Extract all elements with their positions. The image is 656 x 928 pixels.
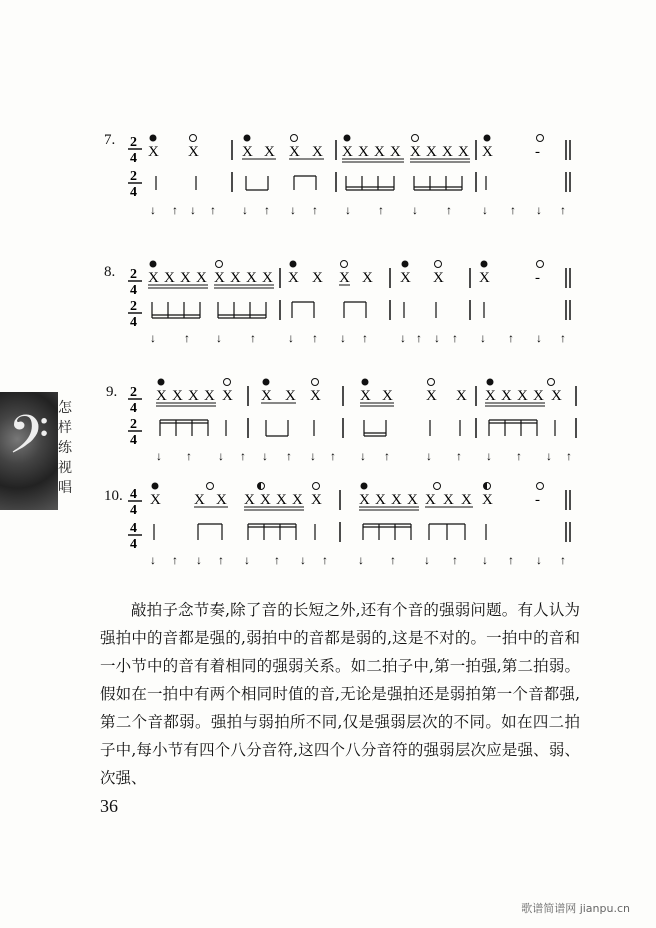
beat-arrow: ↑ [510,203,516,217]
svg-text:X: X [382,388,393,404]
exercise-number: 8. [104,264,116,280]
svg-text:X: X [375,492,386,508]
time-sig-top: 4 [130,487,137,502]
svg-text:X: X [148,270,159,286]
paragraph: 敲拍子念节奏,除了音的长短之外,还有个音的强弱问题。有人认为强拍中的音都是强的,弱拍中的音都是弱的,这是不对的。一拍中的音和一小节中的音有着相同的强弱关系。如二拍子中,第一拍强,第二拍弱。假如在一拍中有两个相同时值的音,无论是强拍还是弱拍第一个音都强,第二个音都弱。强拍与弱拍所不同,仅是强弱层次的不同。如在四二拍子中,每小节有四个八分音符,这四个八分音符的强弱层次应是强、弱、次强、 [100,601,580,787]
page-number: 36 [100,796,118,816]
beat-arrow: ↓ [426,449,432,463]
svg-text:X: X [456,388,467,404]
beat-arrow: ↑ [240,449,246,463]
time-sig-bottom: 4 [130,401,137,416]
svg-text:X: X [400,270,411,286]
svg-text:-: - [535,492,540,508]
svg-text:X: X [261,388,272,404]
beat-arrow: ↑ [264,203,270,217]
beat-arrow: ↑ [274,553,280,567]
chapter-char: 唱 [58,480,72,496]
beat-arrow: ↑ [560,331,566,345]
beat-arrow: ↓ [536,553,542,567]
exercise-number: 7. [104,132,116,148]
svg-text:X: X [222,388,233,404]
beat-arrow: ↓ [412,203,418,217]
svg-text:X: X [339,270,350,286]
svg-text:X: X [150,492,161,508]
beat-arrow: ↑ [508,553,514,567]
beat-arrow: ↓ [190,203,196,217]
beat-arrow: ↑ [516,449,522,463]
time-sig-top: 2 [130,299,137,314]
time-sig-top: 2 [130,135,137,150]
svg-text:X: X [461,492,472,508]
time-sig-bottom: 4 [130,537,137,552]
svg-text:-: - [535,270,540,286]
svg-text:X: X [156,388,167,404]
time-sig-bottom: 4 [130,283,137,298]
beat-arrow: ↑ [186,449,192,463]
exercise-8 [0,256,656,345]
beat-arrow: ↓ [482,553,488,567]
time-sig-bottom: 4 [130,433,137,448]
beat-arrow: ↓ [242,203,248,217]
svg-text:X: X [482,492,493,508]
beat-arrow: ↓ [400,331,406,345]
beat-arrow: ↓ [340,331,346,345]
beat-arrow: ↑ [172,203,178,217]
svg-text:X: X [551,388,562,404]
time-sig-bottom: 4 [130,151,137,166]
svg-text:X: X [442,144,453,160]
watermark: 歌谱简谱网 jianpu.cn [521,902,630,915]
body-text [100,596,580,792]
svg-text:X: X [374,144,385,160]
beat-arrow: ↑ [218,553,224,567]
time-sig-bottom: 4 [130,315,137,330]
svg-text:X: X [358,144,369,160]
svg-text:X: X [311,492,322,508]
chapter-char: 怎 [58,400,72,416]
beat-arrow: ↑ [566,449,572,463]
svg-text:X: X [180,270,191,286]
beat-arrow: ↑ [390,553,396,567]
beat-arrow: ↑ [378,203,384,217]
time-sig-top: 2 [130,267,137,282]
svg-text:X: X [479,270,490,286]
svg-text:X: X [246,270,257,286]
beat-arrow: ↓ [196,553,202,567]
svg-text:X: X [485,388,496,404]
svg-text:X: X [390,144,401,160]
beat-arrow: ↓ [434,331,440,345]
svg-text:X: X [188,388,199,404]
exercise-7 [0,128,656,217]
svg-text:X: X [276,492,287,508]
svg-text:X: X [285,388,296,404]
chapter-char: 视 [58,460,72,476]
chapter-tab [0,392,58,510]
svg-text:X: X [342,144,353,160]
svg-text:X: X [216,492,227,508]
time-sig-top: 2 [130,417,137,432]
beat-arrow: ↑ [560,553,566,567]
svg-text:X: X [407,492,418,508]
beat-arrow: ↓ [244,553,250,567]
svg-text:X: X [360,388,371,404]
svg-text:X: X [188,144,199,160]
svg-text:X: X [458,144,469,160]
svg-text:X: X [260,492,271,508]
beat-arrow: ↑ [210,203,216,217]
svg-text:X: X [264,144,275,160]
beat-arrow: ↓ [288,331,294,345]
beat-arrow: ↓ [262,449,268,463]
beat-arrow: ↓ [482,203,488,217]
beat-arrow: ↓ [480,331,486,345]
svg-text:X: X [289,144,300,160]
svg-text:X: X [482,144,493,160]
svg-text:X: X [533,388,544,404]
beat-arrow: ↓ [486,449,492,463]
svg-text:X: X [262,270,273,286]
beat-arrow: ↑ [456,449,462,463]
beat-arrow: ↓ [536,203,542,217]
rhythm-score [0,478,656,568]
beat-arrow: ↓ [345,203,351,217]
svg-text:X: X [312,270,323,286]
beat-arrow: ↓ [310,449,316,463]
beat-arrow: ↓ [216,331,222,345]
svg-text:X: X [433,270,444,286]
svg-text:X: X [164,270,175,286]
svg-text:-: - [535,144,540,160]
beat-arrow: ↓ [156,449,162,463]
rhythm-score [0,128,656,218]
beat-arrow: ↑ [250,331,256,345]
beat-arrow: ↑ [286,449,292,463]
beat-arrow: ↑ [452,553,458,567]
rhythm-score [0,256,656,346]
svg-text:X: X [288,270,299,286]
beat-arrow: ↓ [300,553,306,567]
beat-arrow: ↓ [536,331,542,345]
svg-text:X: X [359,492,370,508]
exercise-9 [0,374,656,463]
strong-beat-marks [150,135,491,142]
rhythm-score [0,374,656,464]
time-sig-top: 2 [130,169,137,184]
svg-text:X: X [443,492,454,508]
chapter-title-vertical [58,398,74,498]
beat-arrow: ↑ [184,331,190,345]
beat-arrow: ↑ [452,331,458,345]
svg-text:X: X [148,144,159,160]
svg-text:X: X [517,388,528,404]
svg-text:X: X [362,270,373,286]
exercise-number: 9. [106,384,118,400]
chapter-char: 练 [58,440,72,456]
beat-arrow: ↓ [424,553,430,567]
svg-text:X: X [214,270,225,286]
beat-arrow: ↓ [360,449,366,463]
beat-arrow: ↑ [172,553,178,567]
svg-text:X: X [230,270,241,286]
beat-arrow: ↑ [416,331,422,345]
bass-clef-icon: 𝄢 [8,405,50,479]
time-sig-bottom: 4 [130,185,137,200]
beat-arrow: ↑ [446,203,452,217]
svg-text:X: X [242,144,253,160]
exercise-10 [0,478,656,567]
beat-arrow: ↑ [362,331,368,345]
chapter-char: 样 [58,420,72,436]
svg-text:X: X [425,492,436,508]
time-sig-top: 2 [130,385,137,400]
beat-arrow: ↑ [330,449,336,463]
beat-arrow: ↑ [312,203,318,217]
svg-text:X: X [194,492,205,508]
beat-arrow: ↓ [218,449,224,463]
svg-text:X: X [501,388,512,404]
svg-text:X: X [172,388,183,404]
beat-arrow: ↓ [546,449,552,463]
svg-text:X: X [292,492,303,508]
svg-text:X: X [410,144,421,160]
svg-text:X: X [426,388,437,404]
beat-arrow: ↓ [290,203,296,217]
svg-text:X: X [391,492,402,508]
svg-text:X: X [426,144,437,160]
beat-arrow: ↓ [150,331,156,345]
svg-text:X: X [312,144,323,160]
svg-text:X: X [196,270,207,286]
beat-arrow: ↓ [150,203,156,217]
beat-arrow: ↑ [384,449,390,463]
beat-arrow: ↓ [358,553,364,567]
beat-arrow: ↓ [150,553,156,567]
svg-text:X: X [310,388,321,404]
svg-text:X: X [204,388,215,404]
beat-arrow: ↑ [508,331,514,345]
exercise-number: 10. [104,488,123,504]
beat-arrow: ↑ [560,203,566,217]
beat-arrow: ↑ [312,331,318,345]
time-sig-top: 4 [130,521,137,536]
time-sig-bottom: 4 [130,503,137,518]
beat-arrow: ↑ [322,553,328,567]
svg-text:X: X [244,492,255,508]
